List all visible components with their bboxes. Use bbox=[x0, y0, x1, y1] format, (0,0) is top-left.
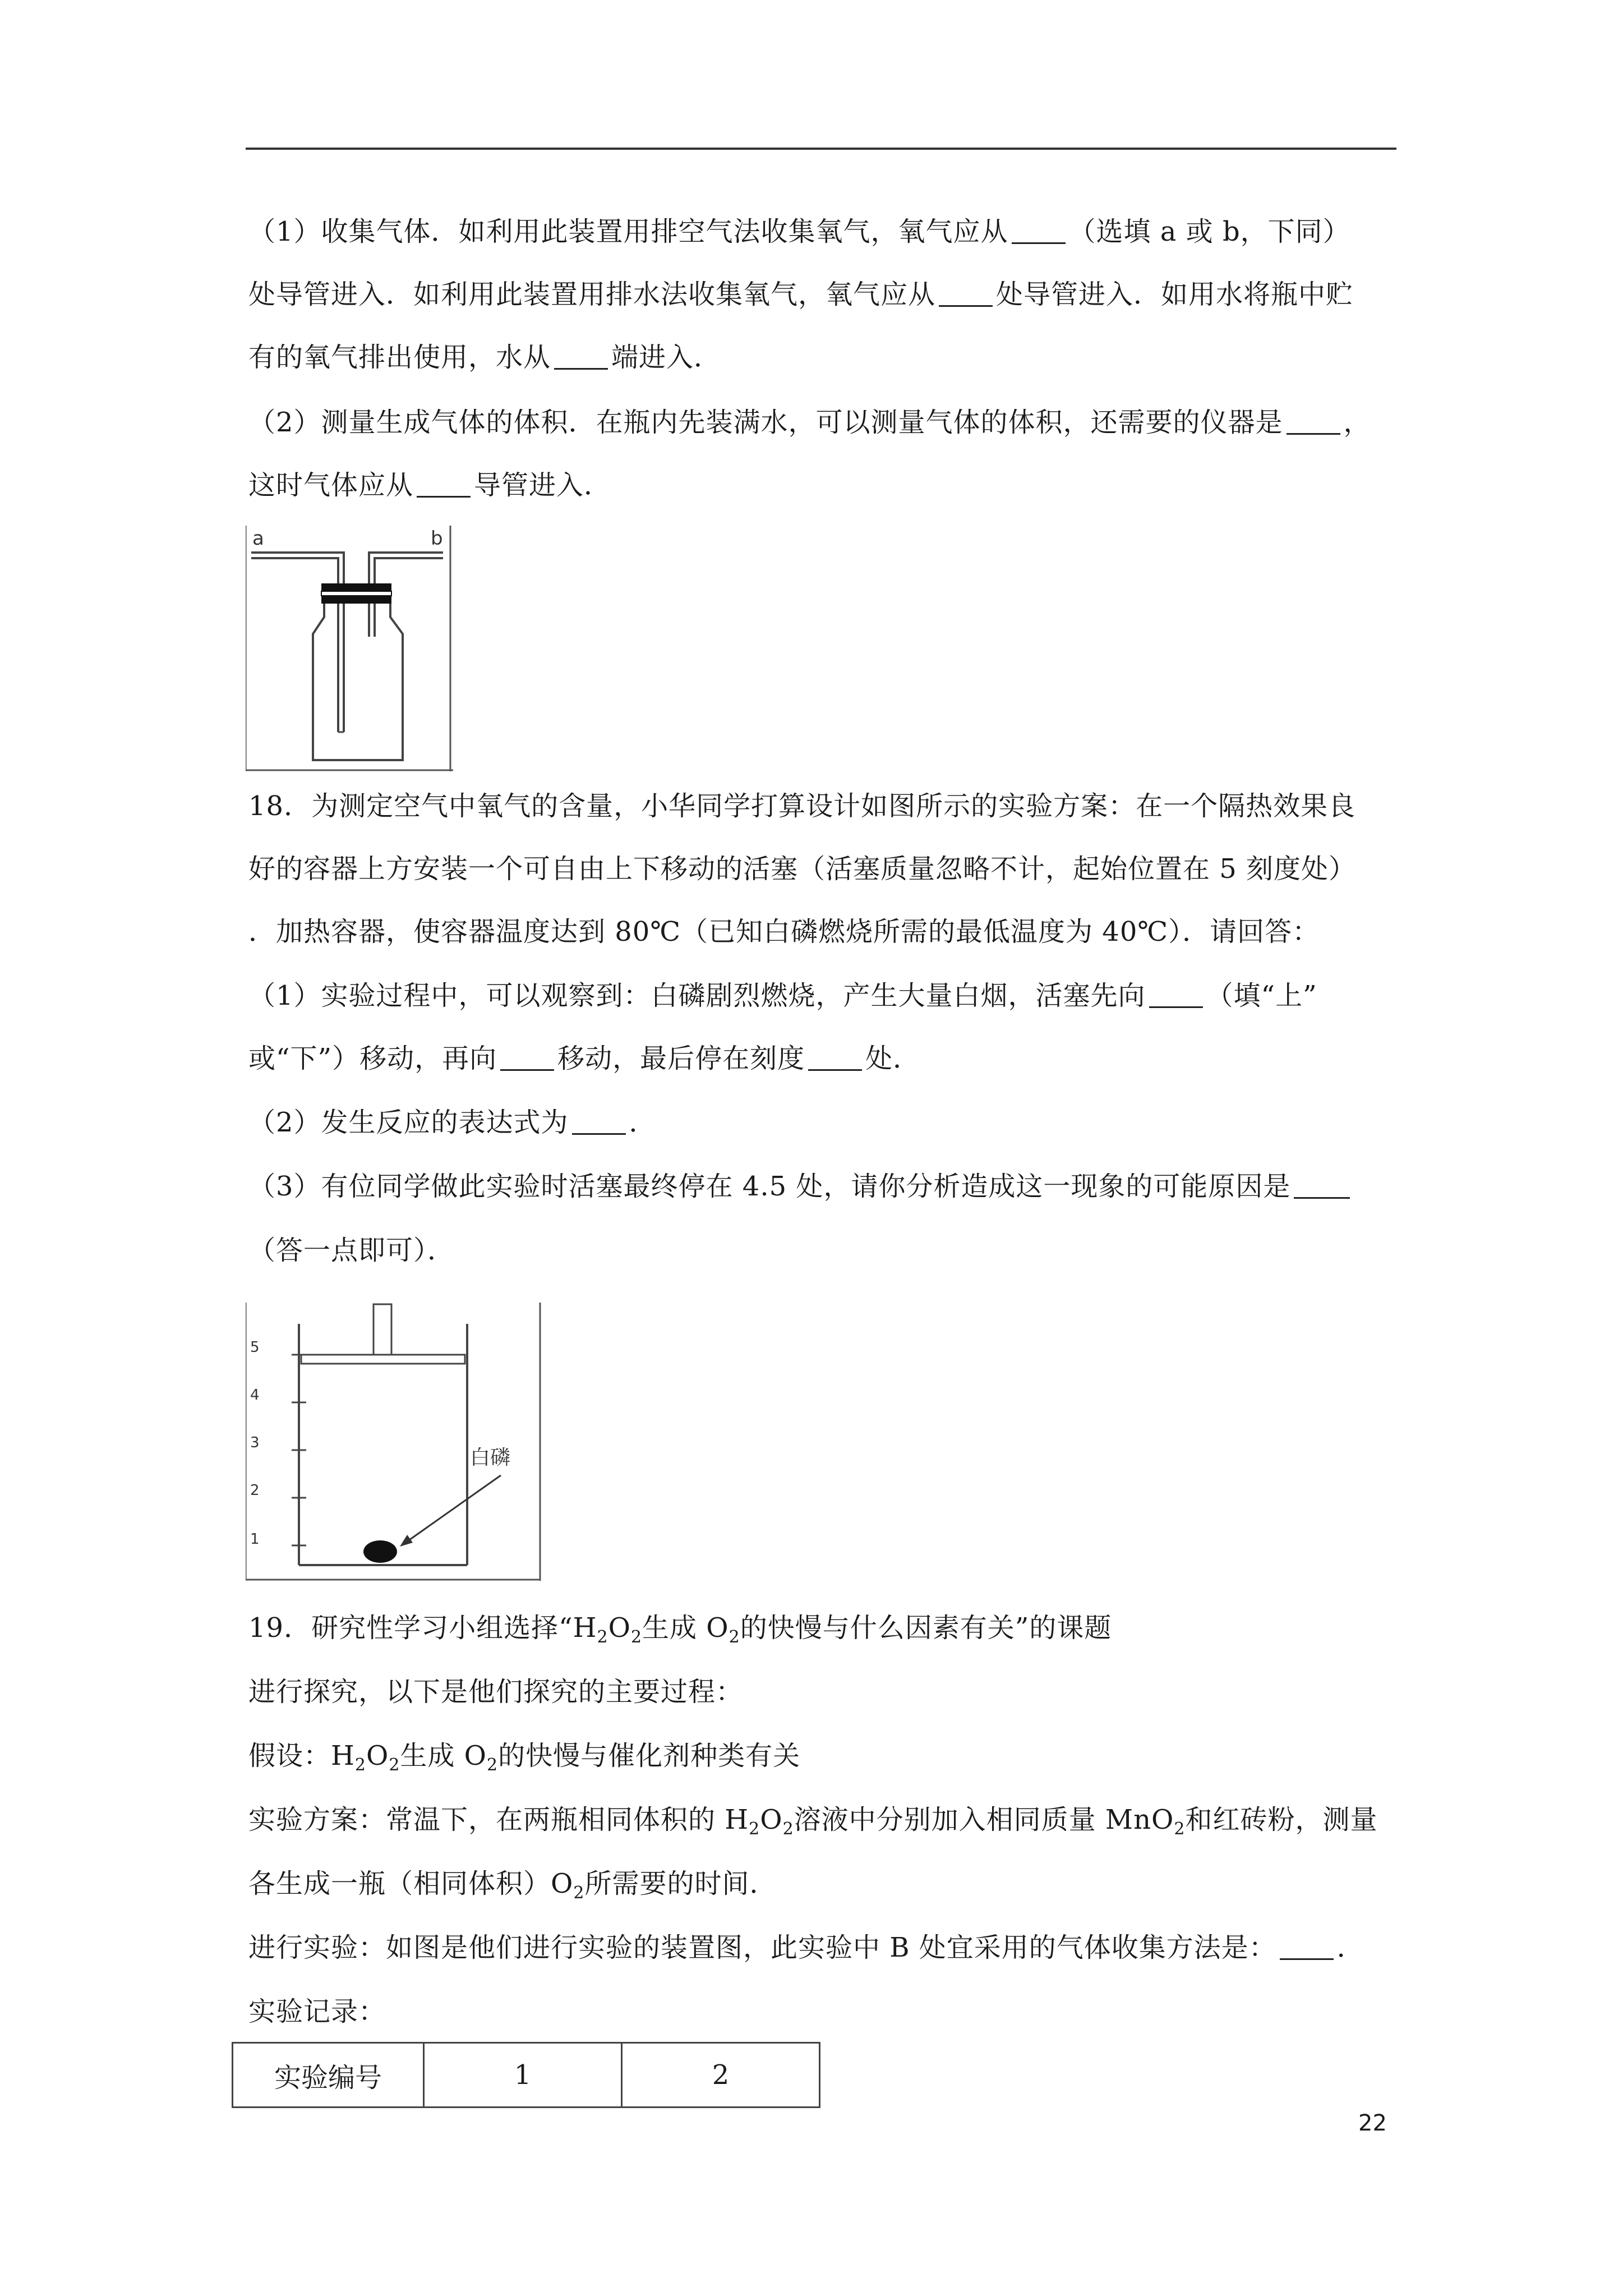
scale-label-2: 2 bbox=[250, 1482, 260, 1499]
q19-plan-line2: 各生成一瓶（相同体积）$O_2$所需要的时间． bbox=[248, 1868, 777, 1903]
scale-label-3: 3 bbox=[250, 1434, 260, 1451]
q18-p3-line1: （3）有位同学做此实验时活塞最终停在 4.5 处，请你分析造成这一现象的可能原因是 bbox=[248, 1170, 1353, 1203]
label-b: b bbox=[431, 527, 443, 550]
q19-hypothesis: 假设：$H_2O_2$生成 $O_2$的快慢与催化剂种类有关 bbox=[248, 1740, 801, 1775]
q19-title: 19．研究性学习小组选择“$H_2O_2$生成 $O_2$的快慢与什么因素有关”的课题 bbox=[248, 1612, 1112, 1647]
header-rule bbox=[246, 148, 1396, 150]
q17-p1-line3: 有的氧气排出使用，水从 端进入． bbox=[248, 342, 722, 373]
q19-plan-line1: 实验方案：常温下，在两瓶相同体积的 $H_2O_2$溶液中分别加入相同质量 MnO$_2$和红砖粉，测量 bbox=[248, 1804, 1378, 1839]
answer-blank bbox=[572, 1108, 626, 1135]
label-a: a bbox=[252, 527, 264, 550]
answer-blank bbox=[1149, 982, 1203, 1008]
q17-p2-line2: 这时气体应从 导管进入． bbox=[248, 470, 612, 501]
q19-record-label: 实验记录： bbox=[248, 1996, 386, 2027]
table-row bbox=[233, 2043, 820, 2108]
q18-intro-line3: ．加热容器，使容器温度达到 80℃（已知白磷燃烧所需的最低温度为 40℃）．请回答： bbox=[248, 916, 1320, 947]
experiment-record-table bbox=[232, 2042, 820, 2108]
q18-p1-line1: （1）实验过程中，可以观察到：白磷剧烈燃烧，产生大量白烟，活塞先向 （填“上” bbox=[248, 980, 1317, 1011]
table-cell: 1 bbox=[424, 2043, 622, 2108]
stopper bbox=[321, 583, 391, 591]
scale-label-5: 5 bbox=[250, 1339, 260, 1356]
answer-blank bbox=[1287, 408, 1340, 435]
q18-intro-line1: 18．为测定空气中氧气的含量，小华同学打算设计如图所示的实验方案：在一个隔热效果良 bbox=[248, 790, 1356, 822]
piston-rod bbox=[374, 1304, 391, 1355]
q19-line2: 进行探究，以下是他们探究的主要过程： bbox=[248, 1676, 744, 1708]
q19-experiment: 进行实验：如图是他们进行实验的装置图，此实验中 B 处宜采用的气体收集方法是： ． bbox=[248, 1932, 1364, 1963]
piston-container-figure bbox=[246, 1301, 543, 1581]
q18-intro-line2: 好的容器上方安装一个可自由上下移动的活塞（活塞质量忽略不计，起始位置在 5 刻度处） bbox=[248, 853, 1357, 885]
q17-p1-line2: 处导管进入．如利用此装置用排水法收集氧气，氧气应从 处导管进入．如用水将瓶中贮 bbox=[248, 279, 1354, 310]
answer-blank bbox=[1280, 1934, 1334, 1960]
q18-p2-line: （2）发生反应的表达式为 ． bbox=[248, 1107, 657, 1138]
answer-blank bbox=[939, 280, 993, 307]
q17-p2-line1: （2）测量生成气体的体积．在瓶内先装满水，可以测量气体的体积，还需要的仪器是 ， bbox=[248, 407, 1371, 438]
answer-blank bbox=[808, 1045, 862, 1071]
answer-blank bbox=[1294, 1172, 1350, 1199]
table-cell: 2 bbox=[622, 2043, 820, 2108]
phosphorus-label: 白磷 bbox=[470, 1446, 511, 1469]
white-phosphorus bbox=[363, 1540, 397, 1563]
page-number: 22 bbox=[1358, 2110, 1387, 2136]
answer-blank bbox=[500, 1045, 554, 1071]
q18-p3-line2: （答一点即可）． bbox=[248, 1235, 455, 1266]
answer-blank bbox=[1012, 218, 1066, 244]
answer-blank bbox=[554, 343, 608, 370]
q18-p1-line2: 或“下”）移动，再向 移动，最后停在刻度 处． bbox=[248, 1043, 921, 1074]
piston bbox=[301, 1355, 465, 1364]
answer-blank bbox=[417, 471, 471, 498]
table-cell-header: 实验编号 bbox=[233, 2043, 424, 2108]
scale-label-1: 1 bbox=[250, 1531, 260, 1548]
scale-label-4: 4 bbox=[250, 1387, 260, 1404]
gas-bottle-figure bbox=[246, 524, 453, 771]
q17-p1-line1: （1）收集气体．如利用此装置用排空气法收集氧气，氧气应从 （选填 a 或 b，下同） bbox=[248, 216, 1350, 247]
